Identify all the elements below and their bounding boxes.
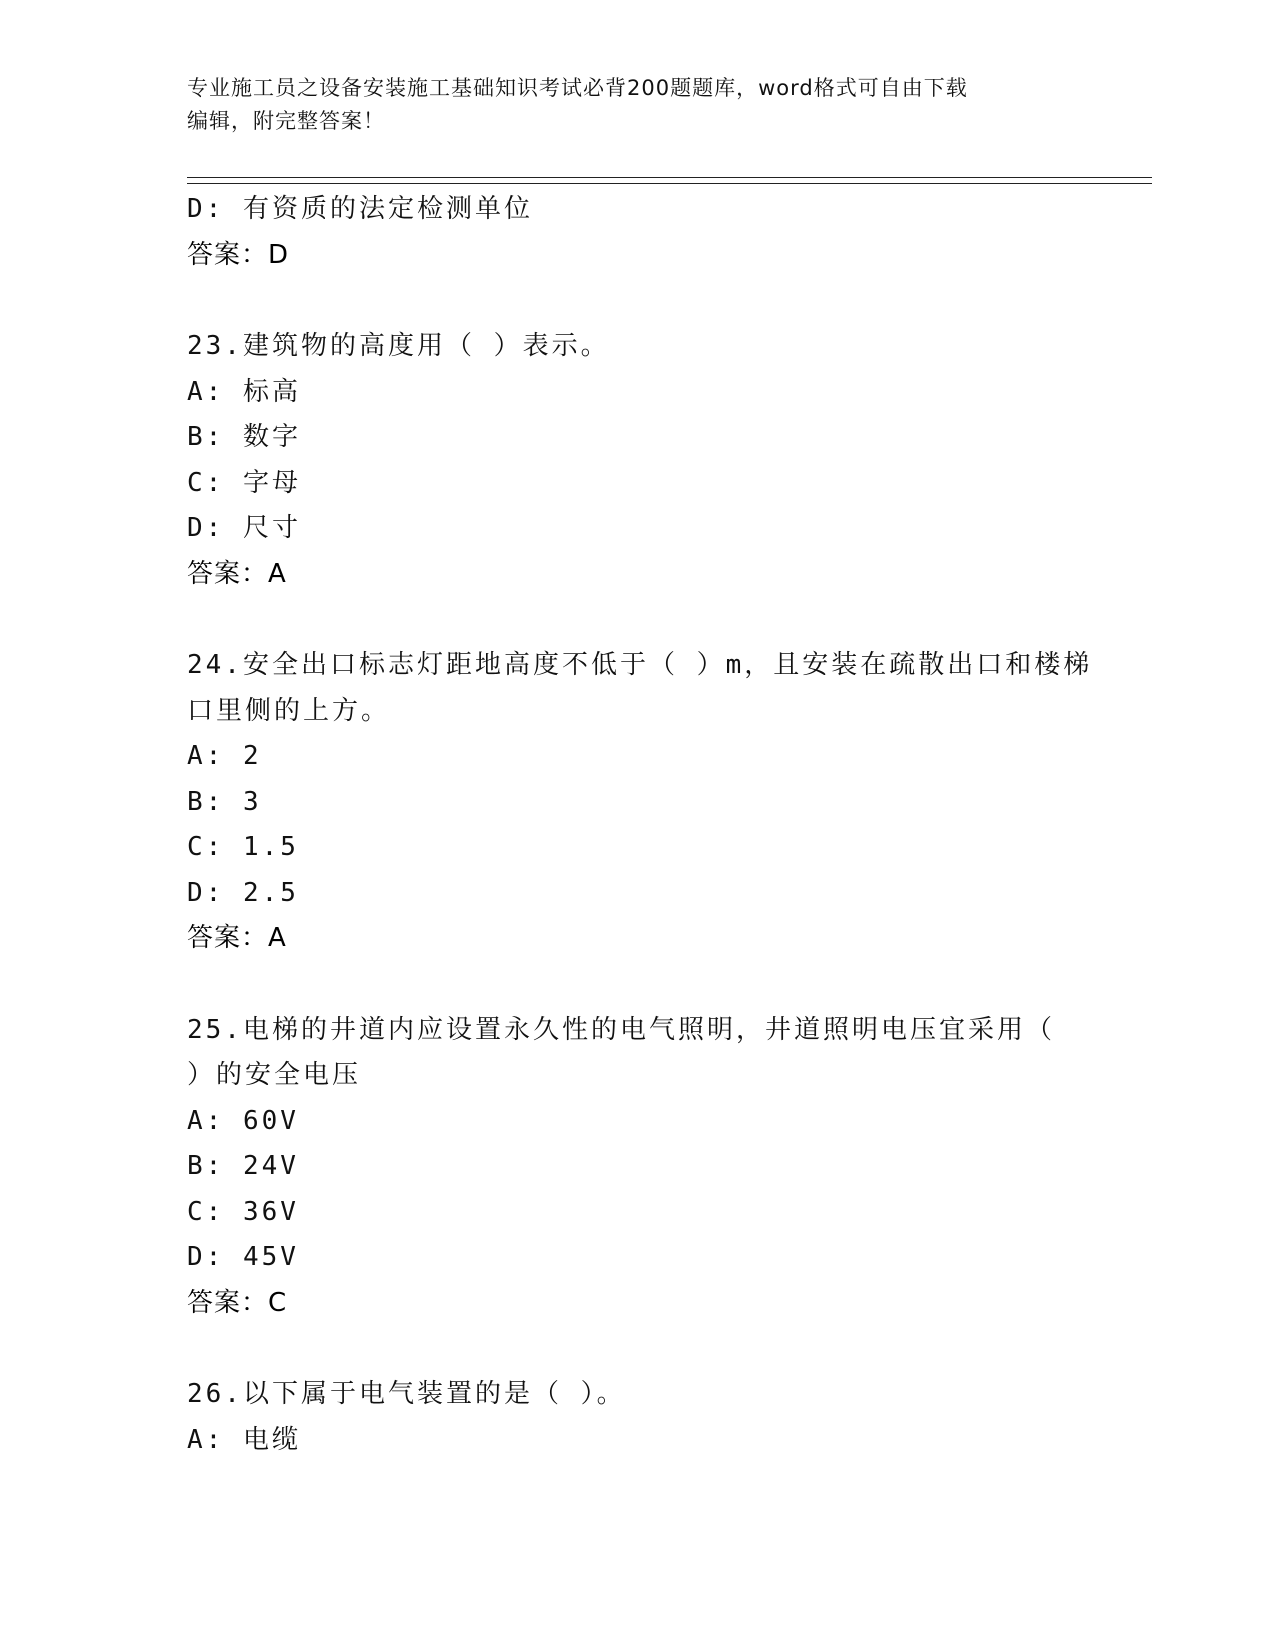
question-24: [187, 643, 1093, 962]
option-d: D: 2.5: [187, 877, 299, 908]
question-text-continued: ）的安全电压: [187, 1060, 362, 1090]
question-text: 26.以下属于电气装置的是（ ）。: [187, 1379, 626, 1409]
document-header: [187, 72, 1087, 138]
question-text: 24.安全出口标志灯距地高度不低于（ ）m，且安装在疏散出口和楼梯: [187, 650, 1093, 680]
option-d: D: 尺寸: [187, 513, 301, 543]
option-d: D: 有资质的法定检测单位: [187, 194, 533, 224]
option-d: D: 45V: [187, 1242, 299, 1272]
header-line-2: 编辑，附完整答案！: [187, 109, 385, 133]
answer-line: 答案：D: [187, 239, 290, 270]
option-a: A: 60V: [187, 1105, 299, 1136]
question-text: 25.电梯的井道内应设置永久性的电气照明，井道照明电压宜采用（: [187, 1014, 1055, 1045]
question-26: [187, 1372, 1087, 1463]
option-c: C: 1.5: [187, 832, 299, 862]
header-divider-bottom: [187, 183, 1152, 184]
question-text-continued: 口里侧的上方。: [187, 695, 391, 726]
question-23: [187, 324, 1087, 597]
option-b: B: 数字: [187, 422, 301, 452]
option-a: A: 标高: [187, 376, 301, 407]
spacer: [187, 962, 1087, 1008]
question-list: [187, 187, 1093, 1463]
answer-line: 答案：A: [187, 558, 287, 589]
question-25: [187, 1008, 1087, 1327]
option-b: B: 3: [187, 786, 262, 817]
answer-line: 答案：C: [187, 1287, 288, 1318]
option-a: A: 2: [187, 741, 262, 771]
spacer: [187, 278, 1087, 324]
option-c: C: 字母: [187, 467, 301, 498]
header-line-1: 专业施工员之设备安装施工基础知识考试必背200题题库，word格式可自由下载: [187, 76, 968, 100]
option-c: C: 36V: [187, 1196, 299, 1227]
question-text: 23.建筑物的高度用（ ）表示。: [187, 331, 610, 361]
header-divider-top: [187, 177, 1152, 178]
spacer: [187, 1326, 1087, 1372]
option-a: A: 电缆: [187, 1424, 301, 1455]
answer-line: 答案：A: [187, 923, 287, 953]
spacer: [187, 597, 1087, 643]
option-b: B: 24V: [187, 1151, 299, 1181]
